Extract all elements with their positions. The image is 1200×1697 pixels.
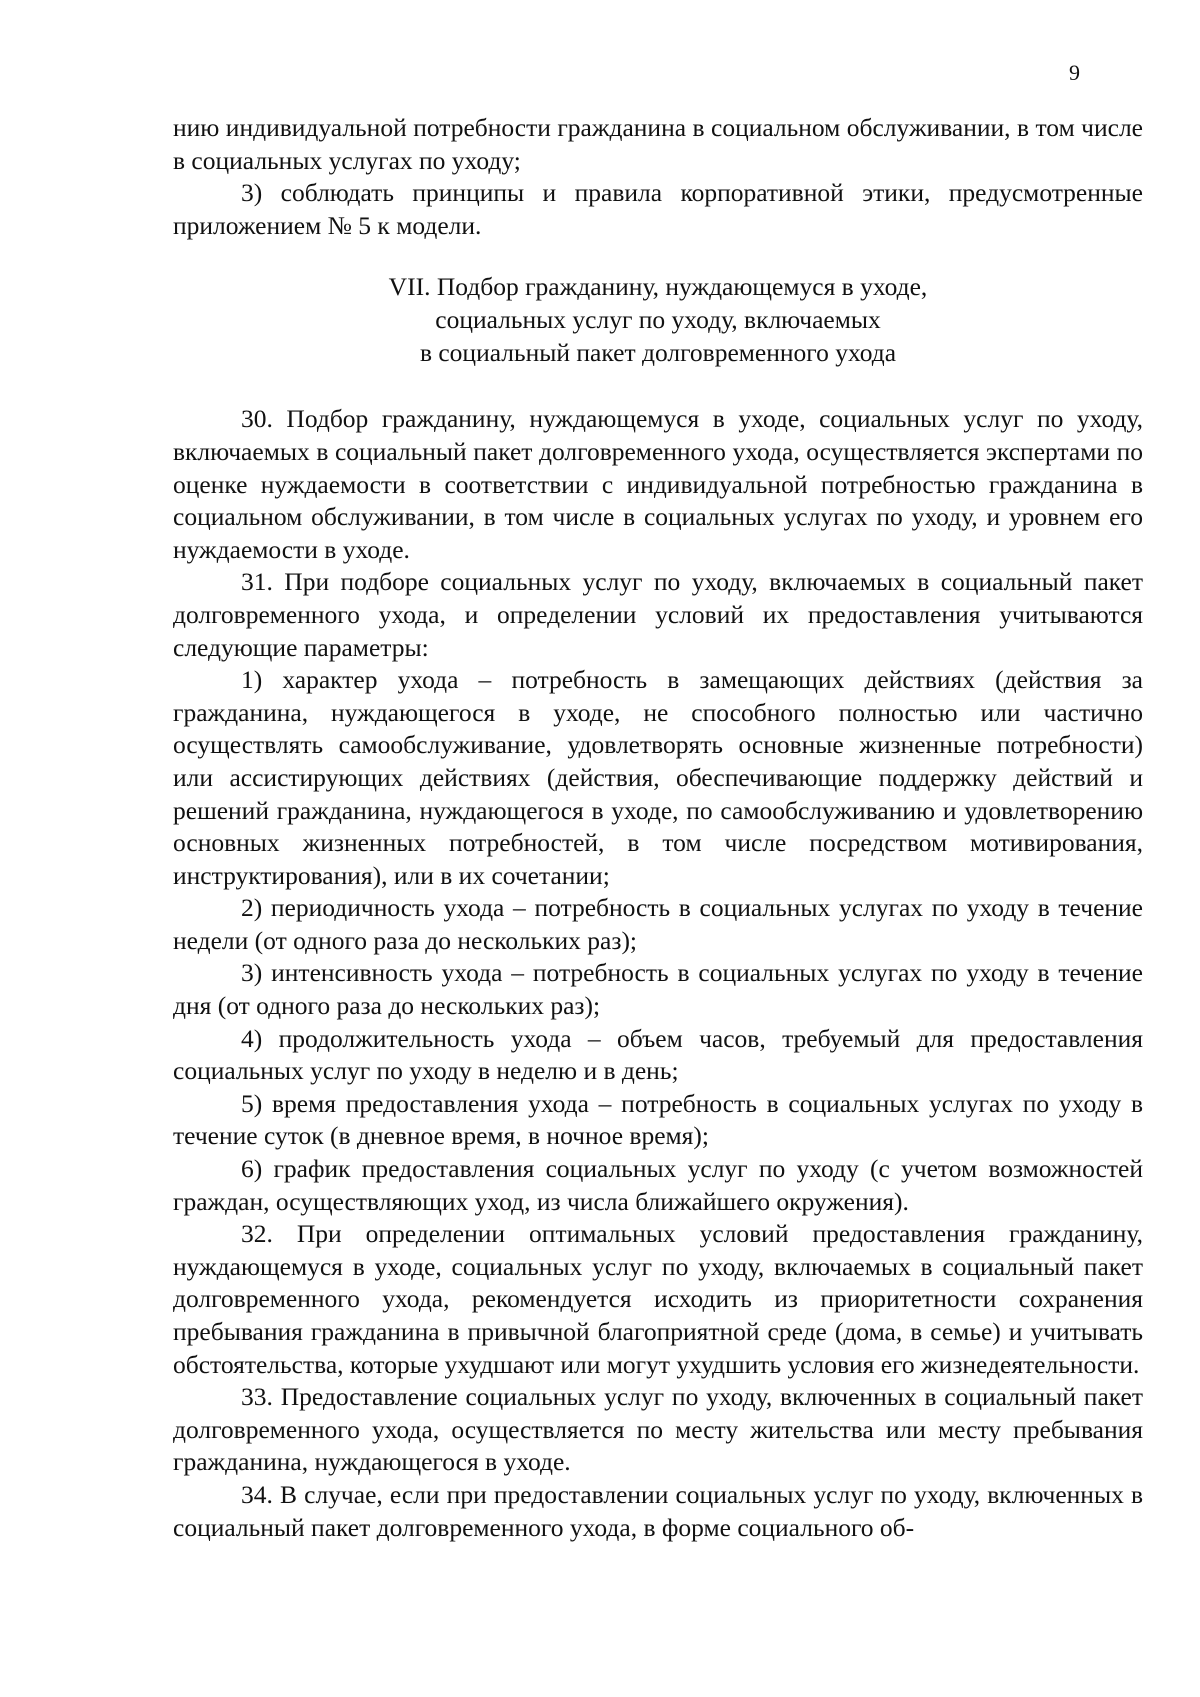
paragraph-32: 32. При определении оптимальных условий предоставления гражданину, нуждающемуся в уходе, социальных услуг по уходу, включаемых в социальный пакет долговременного ухода, рекомендуется исходить из приоритетности сохранения пребывания гражданина в привычной благоприятной среде (дома, в семье) и учитывать обстоятельства, которые ухудшают или могут ухудшить условия его жизнедеятельности. bbox=[173, 1219, 1143, 1379]
section-heading-line-3: в социальный пакет долговременного ухода bbox=[419, 338, 897, 368]
paragraph-31: 31. При подборе социальных услуг по уходу, включаемых в социальный пакет долговременного ухода, и определении условий их предоставления учитываются следующие параметры: bbox=[173, 567, 1143, 662]
paragraph-31-item-6: 6) график предоставления социальных услуг по уходу (с учетом возможностей граждан, осуществляющих уход, из числа ближайшего окружения). bbox=[173, 1154, 1143, 1216]
paragraph-33: 33. Предоставление социальных услуг по уходу, включенных в социальный пакет долговременного ухода, осуществляется по месту жительства или месту пребывания гражданина, нуждающегося в уходе. bbox=[173, 1382, 1143, 1477]
section-heading bbox=[173, 270, 1143, 369]
paragraph-31-item-5: 5) время предоставления ухода – потребность в социальных услугах по уходу в течение суток (в дневное время, в ночное время); bbox=[173, 1088, 1143, 1151]
section-heading-line-1: VII. Подбор гражданину, нуждающемуся в уходе, bbox=[388, 272, 928, 302]
paragraph-31-item-4: 4) продолжительность ухода – объем часов, требуемый для предоставления социальных услуг по уходу в неделю и в день; bbox=[173, 1023, 1143, 1086]
paragraph-31-item-3: 3) интенсивность ухода – потребность в социальных услугах по уходу в течение дня (от одного раза до нескольких раз); bbox=[173, 958, 1143, 1021]
page-number: 9 bbox=[1069, 60, 1080, 85]
section-heading-line-2: социальных услуг по уходу, включаемых bbox=[435, 305, 881, 335]
paragraph-31-item-1: 1) характер ухода – потребность в замещающих действиях (действия за гражданина, нуждающегося в уходе, не способного полностью или частично осуществлять самообслуживание, удовлетворять основные жизненные потребности) или ассистирующих действиях (действия, обеспечивающие поддержку действий и решений гражданина, нуждающегося в уходе, по самообслуживанию и удовлетворению основных жизненных потребностей, в том числе посредством мотивирования, инструктирования), или в их сочетании; bbox=[173, 665, 1143, 890]
paragraph-continuation: нию индивидуальной потребности гражданина в социальном обслуживании, в том числе в социальных услугах по уходу; bbox=[173, 113, 1143, 175]
document-body bbox=[173, 112, 1143, 1544]
paragraph-34: 34. В случае, если при предоставлении социальных услуг по уходу, включенных в социальный пакет долговременного ухода, в форме социального об- bbox=[173, 1479, 1143, 1542]
paragraph-item-3: 3) соблюдать принципы и правила корпоративной этики, предусмотренные приложением № 5 к модели. bbox=[173, 178, 1143, 240]
paragraph-31-item-2: 2) периодичность ухода – потребность в социальных услугах по уходу в течение недели (от одного раза до нескольких раз); bbox=[173, 893, 1143, 955]
paragraph-30: 30. Подбор гражданину, нуждающемуся в уходе, социальных услуг по уходу, включаемых в социальный пакет долговременного ухода, осуществляется экспертами по оценке нуждаемости в соответствии с индивидуальной потребностью гражданина в социальном обслуживании, в том числе в социальных услугах по уходу, и уровнем его нуждаемости в уходе. bbox=[173, 404, 1143, 564]
